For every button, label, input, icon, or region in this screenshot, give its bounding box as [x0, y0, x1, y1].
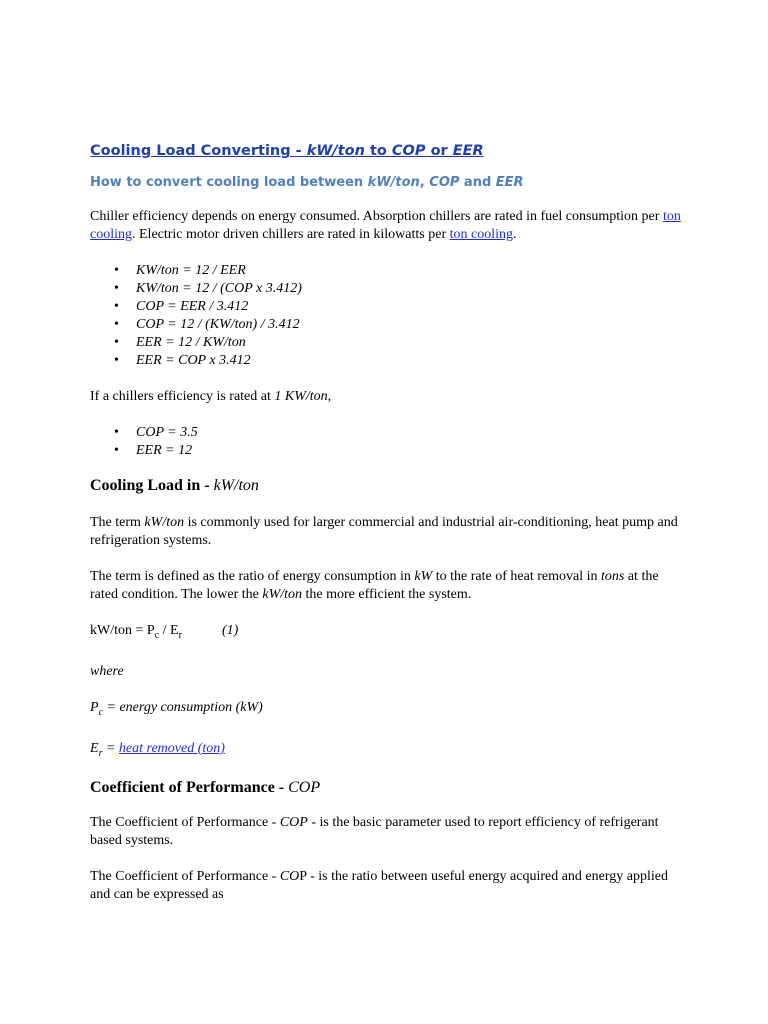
subtitle-kwton: kW/ton: [367, 175, 420, 190]
list-item: [90, 298, 690, 316]
text: - is the basic parameter used to report efficiency of refrigerant based systems.: [90, 815, 659, 849]
text: The Coefficient of Performance -: [90, 869, 280, 885]
subtitle-and: and: [459, 175, 496, 190]
bullet-icon: •: [114, 281, 119, 296]
formula-text: COP = 12 / (KW/ton) / 3.412: [136, 317, 300, 332]
text: kW/ton: [144, 515, 185, 530]
text: COP: [279, 815, 308, 831]
page-title-link[interactable]: [90, 143, 484, 159]
section2-heading-prefix: Coefficient of Performance -: [90, 779, 289, 797]
pc-definition: [90, 699, 690, 722]
bullet-icon: •: [114, 263, 119, 278]
title-eer: EER: [452, 143, 484, 159]
result-text: COP = 3.5: [136, 425, 198, 440]
example-results-list: [90, 424, 690, 460]
formula-text: EER = COP x 3.412: [136, 353, 251, 368]
text: tons: [601, 569, 625, 584]
er-subscript: r: [98, 747, 103, 759]
ton-cooling-link-2[interactable]: ton cooling: [449, 227, 513, 242]
formula-text: EER = 12 / KW/ton: [136, 335, 246, 350]
subtitle-prefix: How to convert cooling load between: [90, 175, 368, 190]
text: The Coefficient of Performance -: [90, 815, 280, 831]
example-intro-text: If a chillers efficiency is rated at: [90, 389, 275, 404]
ton-cooling-link-1[interactable]: ton cooling: [90, 209, 681, 242]
list-item: [90, 352, 690, 370]
document-page: [90, 140, 690, 904]
text: at the rated condition. The lower the: [90, 569, 659, 602]
bullet-icon: •: [114, 335, 119, 350]
pc-symbol: P: [90, 699, 99, 715]
heat-removed-link[interactable]: heat removed (ton): [118, 740, 225, 756]
er-symbol: E: [90, 740, 99, 756]
pc-definition-text: = energy consumption (kW): [103, 699, 263, 715]
equation-text: kW/ton = P: [90, 623, 155, 638]
text: the more efficient the system.: [302, 587, 472, 602]
list-item: [90, 442, 690, 460]
list-item: [90, 424, 690, 442]
text: kW: [414, 569, 433, 584]
bullet-icon: •: [114, 353, 119, 368]
title-or: or: [425, 143, 453, 159]
formula-list: [90, 262, 690, 370]
title-kwton: kW/ton: [306, 143, 365, 159]
equation-subscript: c: [154, 629, 160, 641]
intro-text-3: .: [513, 227, 517, 242]
kwton-equation: [90, 622, 690, 645]
title-cop: COP: [391, 143, 426, 159]
list-item: [90, 280, 690, 298]
text: P: [299, 869, 307, 885]
where-label: [90, 663, 690, 681]
cop-paragraph-2: [90, 868, 690, 904]
intro-text-2: . Electric motor driven chillers are rated in kilowatts per: [132, 227, 450, 242]
subtitle-comma: ,: [419, 175, 430, 190]
subtitle-eer: EER: [495, 175, 524, 190]
list-item: [90, 334, 690, 352]
text: kW/ton: [262, 587, 303, 602]
page-title[interactable]: [90, 143, 690, 159]
section1-heading-prefix: Cooling Load in -: [90, 477, 214, 494]
kwton-paragraph-1: [90, 514, 690, 550]
equation-text: / E: [159, 623, 179, 638]
bullet-icon: •: [114, 443, 119, 458]
bullet-icon: •: [114, 425, 119, 440]
example-intro-value: 1 KW/ton,: [274, 389, 332, 404]
intro-paragraph: [90, 208, 690, 244]
intro-text-1: Chiller efficiency depends on energy consumed. Absorption chillers are rated in fuel consumption per: [90, 209, 663, 224]
kwton-paragraph-2: [90, 568, 690, 604]
example-intro: [90, 388, 690, 406]
equation-subscript: r: [178, 629, 182, 641]
bullet-icon: •: [114, 317, 119, 332]
title-prefix: Cooling Load Converting -: [90, 143, 307, 159]
where-text: where: [90, 663, 124, 679]
section2-heading-em: COP: [288, 779, 321, 797]
er-equals: =: [102, 740, 119, 756]
er-definition: [90, 740, 690, 763]
page-subtitle: [90, 175, 690, 190]
title-to: to: [364, 143, 392, 159]
section1-heading-em: kW/ton: [213, 477, 259, 494]
equation-number: (1): [221, 623, 239, 638]
text: to the rate of heat removal in: [432, 569, 601, 584]
subtitle-cop: COP: [429, 175, 460, 190]
pc-subscript: c: [98, 706, 104, 718]
text: The term: [90, 515, 145, 530]
bullet-icon: •: [114, 299, 119, 314]
result-text: EER = 12: [136, 443, 193, 458]
cop-paragraph-1: [90, 814, 690, 850]
text: - is the ratio between useful energy acquired and energy applied and can be expressed as: [90, 869, 668, 903]
text: The term is defined as the ratio of energy consumption in: [90, 569, 415, 584]
formula-text: KW/ton = 12 / EER: [136, 263, 246, 278]
formula-text: KW/ton = 12 / (COP x 3.412): [136, 281, 302, 296]
section-heading-cop: [90, 778, 690, 798]
text: is commonly used for larger commercial and industrial air-conditioning, heat pump and refrigeration systems.: [90, 515, 678, 548]
list-item: [90, 262, 690, 280]
formula-text: COP = EER / 3.412: [136, 299, 249, 314]
list-item: [90, 316, 690, 334]
section-heading-kwton: [90, 476, 690, 496]
text: CO: [279, 869, 300, 885]
